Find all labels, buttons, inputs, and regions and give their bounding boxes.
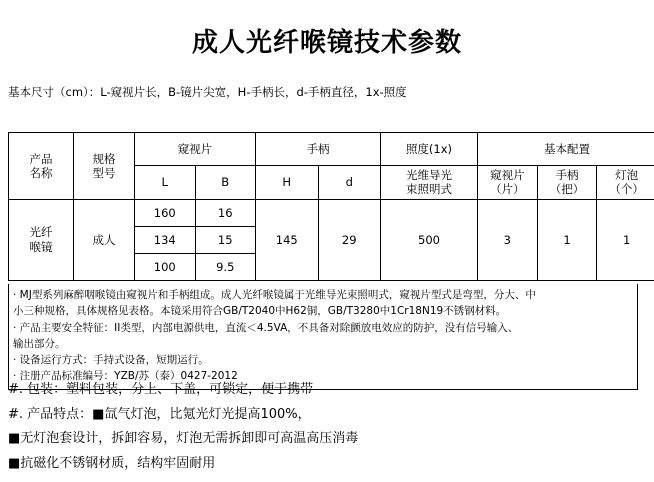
bullet-text: ■无灯泡套设计，拆卸容易，灯泡无需拆卸即可高温高压消毒 — [8, 431, 359, 447]
header-light-type: 光维导光 束照明式 — [381, 166, 478, 200]
note-line: · 产品主要安全特征：II类型，内部电源供电，直流＜4.5VA，不具备对除颤放电效应的防护，没有信号输入、 — [13, 321, 519, 334]
cell-config-blade: 3 — [478, 199, 538, 280]
header-model: 规格 型号 — [74, 133, 135, 200]
dimension-legend: 基本尺寸（cm）：L-窥视片长，B-镜片尖宽，H-手柄长，d-手柄直径，1x-照度 — [8, 85, 407, 99]
header-config-bulb: 灯泡 （个） — [597, 166, 654, 200]
cell-d: 29 — [318, 199, 381, 280]
cell-config-handle: 1 — [537, 199, 597, 280]
page-title: 成人光纤喉镜技术参数 — [191, 28, 462, 58]
cell-L-2: 134 — [135, 226, 196, 253]
table-row — [9, 199, 654, 226]
notes-block — [8, 284, 638, 390]
header-product-name: 产品 名称 — [9, 133, 74, 200]
cell-illumination: 500 — [381, 199, 478, 280]
header-blade: 窥视片 — [135, 133, 256, 166]
note-line: 输出部分。 — [13, 337, 66, 350]
bullet-text: 塑料包装，分上、下盖，可锁定，便于携带 — [66, 382, 314, 397]
bullet-item — [8, 378, 648, 403]
cell-L-3: 100 — [135, 253, 196, 280]
cell-H: 145 — [256, 199, 319, 280]
bullet-text: ■抗磁化不锈钢材质，结构牢固耐用 — [8, 456, 216, 472]
spec-table — [8, 132, 654, 281]
cell-L-1: 160 — [135, 199, 196, 226]
note-line: 小三种规格，具体规格见表格。本镜采用符合GB/T2040中H62铜，GB/T3280中1Cr18N19不锈钢材料。 — [13, 305, 507, 318]
header-basic-config: 基本配置 — [478, 133, 654, 166]
note-line: · 注册产品标准编号：YZB/苏（泰）0427-2012 — [13, 370, 238, 383]
bullet-item — [8, 403, 648, 428]
header-illumination: 照度(1x) — [381, 133, 478, 166]
header-L: L — [135, 166, 196, 200]
cell-product-name: 光纤 喉镜 — [9, 199, 74, 280]
note-line: · 设备运行方式：手持式设备，短期运行。 — [13, 354, 209, 367]
bullet-lead: #. 包装： — [8, 382, 67, 397]
bullet-item — [8, 427, 648, 452]
cell-model: 成人 — [74, 199, 135, 280]
bullet-list — [8, 378, 648, 477]
header-B: B — [195, 166, 256, 200]
cell-B-2: 15 — [195, 226, 256, 253]
header-handle: 手柄 — [256, 133, 381, 166]
table-header-row-1 — [9, 133, 654, 166]
bullet-lead: #. 产品特点： — [8, 406, 93, 422]
header-H: H — [256, 166, 319, 200]
cell-B-1: 16 — [195, 199, 256, 226]
header-config-blade: 窥视片 （片） — [478, 166, 538, 200]
cell-config-bulb: 1 — [597, 199, 654, 280]
note-line: · MJ型系列麻醉咽喉镜由窥视片和手柄组成。成人光纤喉镜属于光维导光束照明式，窥视片型式是弯型，分大、中 — [13, 289, 536, 301]
cell-B-3: 9.5 — [195, 253, 256, 280]
header-d: d — [318, 166, 381, 200]
bullet-item — [8, 452, 648, 477]
header-config-handle: 手柄 （把） — [537, 166, 597, 200]
bullet-text: ■氙气灯泡，比氪光灯光提高100%， — [92, 406, 311, 422]
